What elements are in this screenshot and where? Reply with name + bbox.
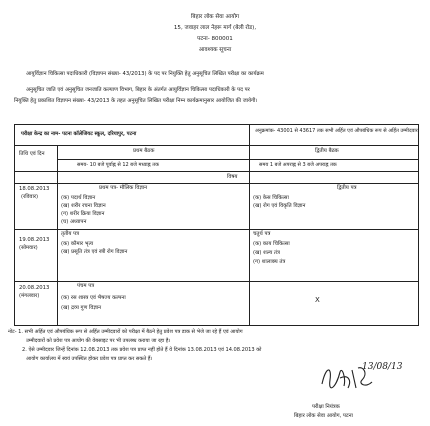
row1-second-paper-title: द्वितीय पत्र <box>337 185 357 191</box>
row1-first-item: (क) पदार्थ विज्ञान <box>61 195 96 201</box>
exam-schedule-table <box>14 124 419 326</box>
second-sitting-header: द्वितीय बैठक <box>315 148 339 154</box>
row3-first-item: (क) रस शास्त्र एवं भैषज्य कल्पना <box>61 295 126 301</box>
second-sitting-time: समय 1 बजे अपराह्न से 3 बजे अपराह्न तक <box>259 162 337 168</box>
row2-first-paper-title: तृतीय पत्र <box>61 231 80 237</box>
table-rule <box>57 145 58 326</box>
row2-second-item: (क) काय चिकित्सा <box>253 241 290 247</box>
table-rule <box>57 159 418 160</box>
note-line-1: नोट- 1. सभी अर्हित एवं औपबंधिक रूप से अर्हित उम्मीदवारों को परीक्षा में बैठने हेतु प्रवेश पत्र डाक से भेजे जा रहे हैं एवं आयोग <box>8 329 243 335</box>
row3-first-paper-title: पंचम पत्र <box>77 283 95 289</box>
row2-first-item: (क) कौमार भृत्य <box>61 241 94 247</box>
intro-line-2: नियुक्ति हेतु प्रकाशित विज्ञापन संख्या- 43/2013 के तहत अनुसूचित लिखित परीक्षा निम्न कार्यक्रमानुसार आयोजित की जायेगी। <box>14 98 258 104</box>
row2-second-item: (ख) शल्य तंत्र <box>253 250 280 256</box>
roll-range-label: अनुक्रमांक- 43001 से 43617 तक सभी अर्हित एवं औपबंधिक रूप से अर्हित उम्मीदवार <box>255 128 418 134</box>
table-rule <box>15 171 418 172</box>
table-rule <box>15 183 418 184</box>
note-line-4: आयोग कार्यालय में स्वयं उपस्थित होकर प्रवेश पत्र प्राप्त कर सकते हैं। <box>26 356 153 362</box>
row2-first-item: (ख) प्रसूति तंत्र एवं स्त्री रोग विज्ञान <box>61 249 128 255</box>
date-column-header: तिथि एवं दिन <box>19 151 45 157</box>
note-line-2: उम्मीदवारों को प्रवेश पत्र आयोग की वेबसाइट पर भी उपलब्ध कराया जा रहा है। <box>26 338 171 344</box>
row3-date: 20.08.2013 <box>19 285 50 291</box>
row2-day: (सोमवार) <box>19 245 38 251</box>
notice-subject: आयुर्विज्ञान चिकित्सा पदाधिकारी (विज्ञापन संख्या- 43/2013) के पद पर नियुक्ति हेतु अनुसूचित लिखित परीक्षा का कार्यक्रम <box>26 71 264 77</box>
row2-second-paper-title: चतुर्थ पत्र <box>253 231 271 237</box>
table-rule <box>249 125 250 326</box>
signature-block <box>294 358 403 419</box>
table-rule <box>15 145 418 146</box>
subject-header: विषय <box>227 174 238 180</box>
row2-second-item: (ग) शालाक्य तंत्र <box>253 259 286 265</box>
notice-title: आवश्यक सूचना <box>198 47 232 53</box>
row2-date: 19.08.2013 <box>19 237 50 243</box>
row3-day: (मंगलवार) <box>19 293 40 299</box>
row1-second-item: (क) केस चिकित्सा <box>253 195 289 201</box>
row1-first-item: (ख) शरीर रचना विज्ञान <box>61 203 106 209</box>
commission-address: 15, जवाहर लाल नेहरू मार्ग (बेली रोड), <box>173 25 257 31</box>
signatory-designation: परीक्षा नियंत्रक <box>312 404 340 410</box>
exam-center-label: परीक्षा केन्द्र का नाम- पटना कॉलेजियट स्कूल, दरियापुर, पटना <box>21 131 137 137</box>
row1-date: 18.08.2013 <box>19 186 50 192</box>
table-rule <box>15 229 418 230</box>
signature-date: 13/08/13 <box>362 362 403 372</box>
first-sitting-header: प्रथम बैठक <box>133 148 155 154</box>
row3-first-item: (ख) द्रव्य गुण विज्ञान <box>61 305 102 311</box>
row1-first-item: (ग) शरीर क्रिया विज्ञान <box>61 211 105 217</box>
signatory-office: बिहार लोक सेवा आयोग, पटना <box>294 413 353 419</box>
note-line-3: 2. ऐसे उम्मीदवार जिन्हें दिनांक 12.08.2013 तक प्रवेश पत्र प्राप्त नहीं होते हैं वे दिनांक 13.08.2013 एवं 14.08.2013 को <box>22 347 262 353</box>
row3-second-cross-mark: X <box>315 296 320 304</box>
table-rule <box>15 281 418 282</box>
commission-city: पटना- 800001 <box>197 36 233 42</box>
row1-first-item: (घ) अध्यापन <box>61 219 87 225</box>
first-sitting-time: समय- 10 बजे पूर्वाह्न से 12 बजे मध्याह्न तक <box>77 162 159 168</box>
row1-second-item: (ख) रोग एवं विकृति विज्ञान <box>253 203 306 209</box>
intro-line-1: अनुसूचित जाति एवं अनुसूचित जनजाति कल्याण विभाग, बिहार के अंतर्गत आयुर्विज्ञान चिकित्सा पदाधिकारी के पद पर <box>26 87 250 93</box>
row1-first-paper-title: प्रथम पत्र- मौलिक विज्ञान <box>99 185 148 191</box>
row1-day: (रविवार) <box>21 194 39 200</box>
commission-name: बिहार लोक सेवा आयोग <box>190 14 240 20</box>
